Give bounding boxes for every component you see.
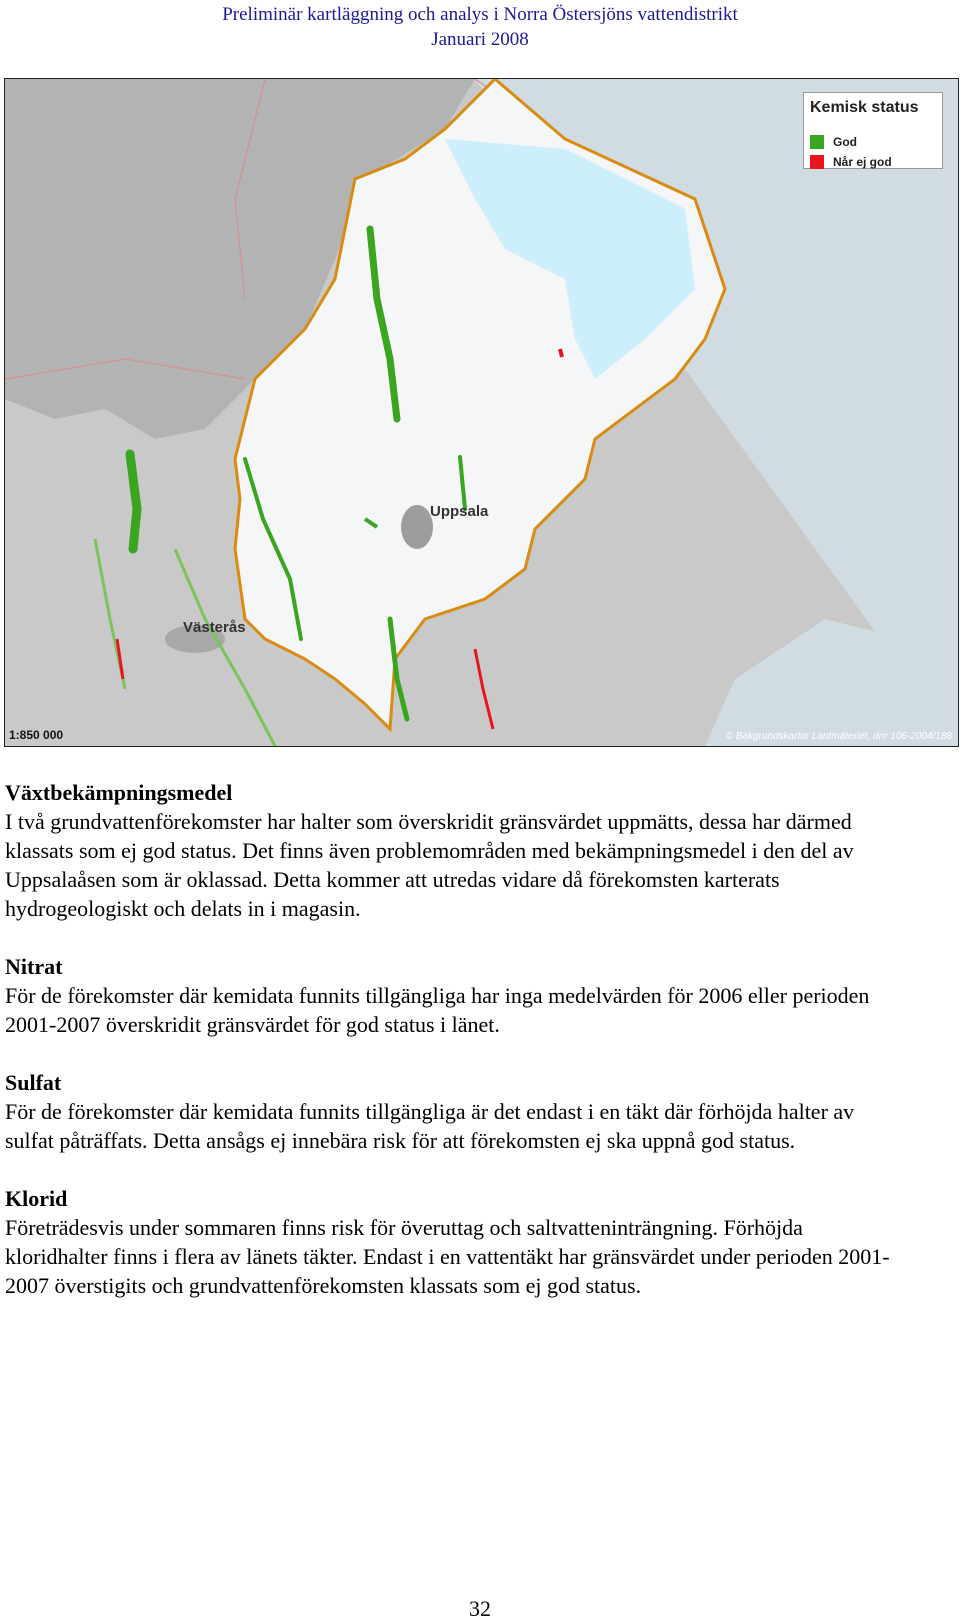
section-text: Företrädesvis under sommaren finns risk för överuttag och saltvatteninträngning. Förhöjda kloridhalter finns i flera av länets täkter. Endast i en vattentäkt har gränsvärdet under perioden 2001-2007 överstigits och grundvattenförekomsten klassats som ej god status. [5, 1215, 890, 1298]
map-legend [803, 92, 943, 169]
legend-swatch-red [810, 155, 824, 169]
section-heading: Sulfat [5, 1070, 62, 1095]
legend-label-not-good: Når ej god [833, 155, 892, 169]
groundwater-status-map [4, 78, 959, 747]
uppsala-urban-area [401, 505, 433, 549]
page-number: 32 [469, 1596, 491, 1621]
section-text: För de förekomster där kemidata funnits tillgängliga har inga medelvärden för 2006 eller perioden 2001-2007 överskridit gränsvärdet för god status i länet. [5, 983, 870, 1037]
map-scale: 1:850 000 [9, 728, 64, 742]
legend-label-good: God [833, 135, 857, 149]
section-vaxtbekampningsmedel [5, 778, 905, 923]
section-heading: Växtbekämpningsmedel [5, 780, 233, 805]
document-body [5, 778, 905, 1329]
legend-item-not-good [810, 155, 892, 169]
legend-item-good [810, 135, 857, 149]
running-header [0, 2, 960, 52]
header-date: Januari 2008 [431, 29, 529, 50]
map-graphic [5, 79, 958, 746]
section-klorid [5, 1184, 905, 1300]
section-text: För de förekomster där kemidata funnits tillgängliga är det endast i en täkt där förhöjda halter av sulfat påträffats. Detta ansågs ej innebära risk för att förekomsten ej ska uppnå god status. [5, 1099, 855, 1153]
section-nitrat [5, 952, 905, 1039]
header-title: Preliminär kartläggning och analys i Norra Östersjöns vattendistrikt [222, 4, 738, 25]
map-label-vasteras: Västerås [183, 619, 246, 636]
section-sulfat [5, 1068, 905, 1155]
not-good-body-1 [560, 349, 562, 357]
legend-swatch-green [810, 135, 824, 149]
legend-title: Kemisk status [810, 99, 919, 116]
map-credit: © Bakgrundskartor Lantmäteriet, dnr 106-2004/188 [725, 731, 952, 742]
map-label-uppsala: Uppsala [430, 503, 489, 520]
section-text: I två grundvattenförekomster har halter som överskridit gränsvärdet uppmätts, dessa har därmed klassats som ej god status. Det finns även problemområden med bekämpningsmedel i den del av Uppsalaåsen som är oklassad. Detta kommer att utredas vidare då förekomsten karterats hydrogeologiskt och delats in i magasin. [5, 809, 854, 921]
section-heading: Nitrat [5, 954, 63, 979]
section-heading: Klorid [5, 1186, 68, 1211]
